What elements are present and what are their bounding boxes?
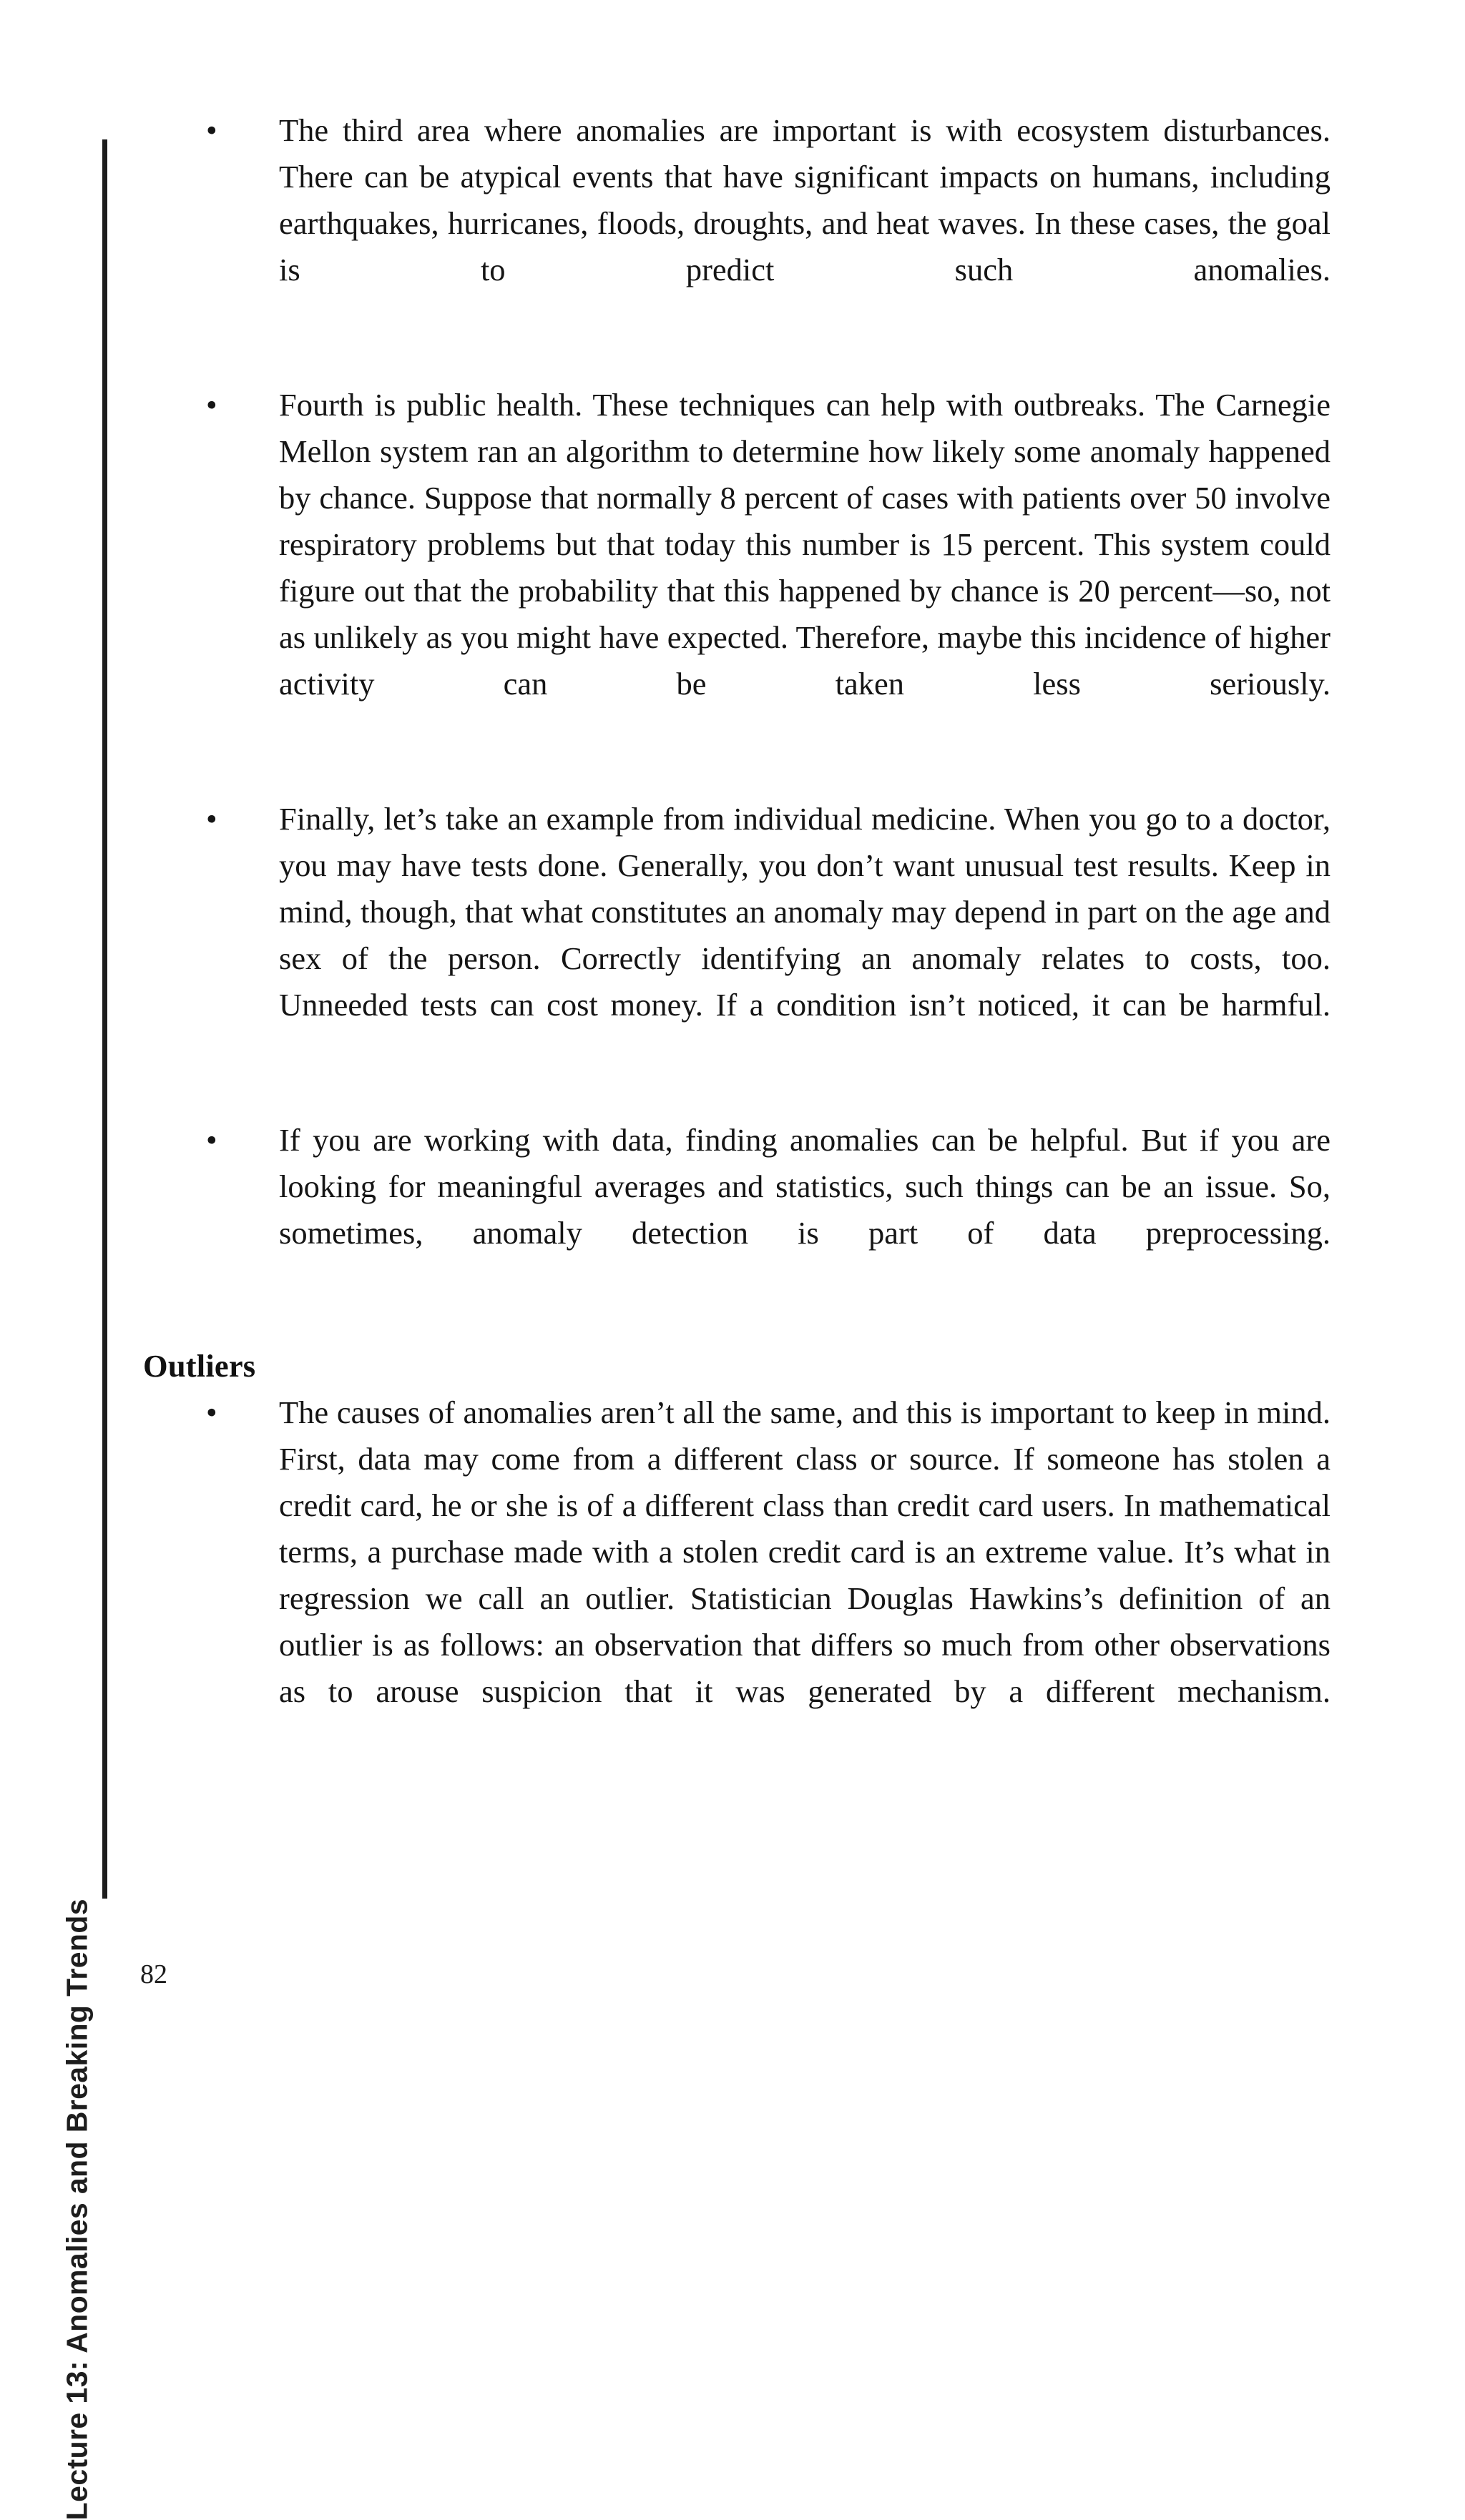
list-item <box>143 796 1331 1075</box>
bullet-icon: • <box>206 1122 217 1158</box>
vertical-rule <box>102 139 107 1899</box>
bullet-icon: • <box>206 387 217 423</box>
list-item <box>143 107 1331 340</box>
page-number: 82 <box>140 1959 167 1989</box>
section-outliers <box>143 1345 1331 1761</box>
section-heading: Outliers <box>143 1348 256 1384</box>
list-item <box>143 1389 1331 1761</box>
bullet-icon: • <box>206 801 217 837</box>
list-item-text: The third area where anomalies are important is with ecosystem disturbances. There can be atypical events that have significant impacts on humans, including earthquakes, hurricanes, floods, droughts, and heat waves. In these cases, the goal is to predict such anomalies. <box>279 112 1331 287</box>
running-head-rail <box>0 139 107 2520</box>
list-item-text: If you are working with data, finding anomalies can be helpful. But if you are looking for meaningful averages and statistics, such things can be an issue. So, sometimes, anomaly detection is part of data preprocessing. <box>279 1122 1331 1251</box>
list-item-text: The causes of anomalies aren’t all the same, and this is important to keep in mind. First, data may come from a different class or source. If someone has stolen a credit card, he or she is of a different class than credit card users. In mathematical terms, a purchase made with a stolen credit card is an extreme value. It’s what in regression we call an outlier. Statistician Douglas Hawkins’s definition of an outlier is as follows: an observation that differs so much from other observations as to arouse suspicion that it was generated by a different mechanism. <box>279 1394 1331 1709</box>
list-item-text: Fourth is public health. These techniques can help with outbreaks. The Carnegie Mellon system ran an algorithm to determine how likely some anomaly happened by chance. Suppose that normally 8 percent of cases with patients over 50 involve respiratory problems but that today this number is 15 percent. This system could figure out that the probability that this happened by chance is 20 percent—so, not as unlikely as you might have expected. Therefore, maybe this incidence of higher activity can be taken less seriously. <box>279 387 1331 702</box>
body-text-column <box>143 107 1331 1761</box>
bullet-icon: • <box>206 112 217 148</box>
running-head-text: Lecture 13: Anomalies and Breaking Trends <box>60 1899 93 2520</box>
bullet-icon: • <box>206 1394 217 1430</box>
list-item <box>143 1117 1331 1303</box>
list-item <box>143 382 1331 754</box>
list-item-text: Finally, let’s take an example from individual medicine. When you go to a doctor, you may have tests done. Generally, you don’t want unusual test results. Keep in mind, though, that what constitutes an anomaly may depend in part on the age and sex of the person. Correctly identifying an anomaly relates to costs, too. Unneeded tests can cost money. If a condition isn’t noticed, it can be harmful. <box>279 801 1331 1023</box>
